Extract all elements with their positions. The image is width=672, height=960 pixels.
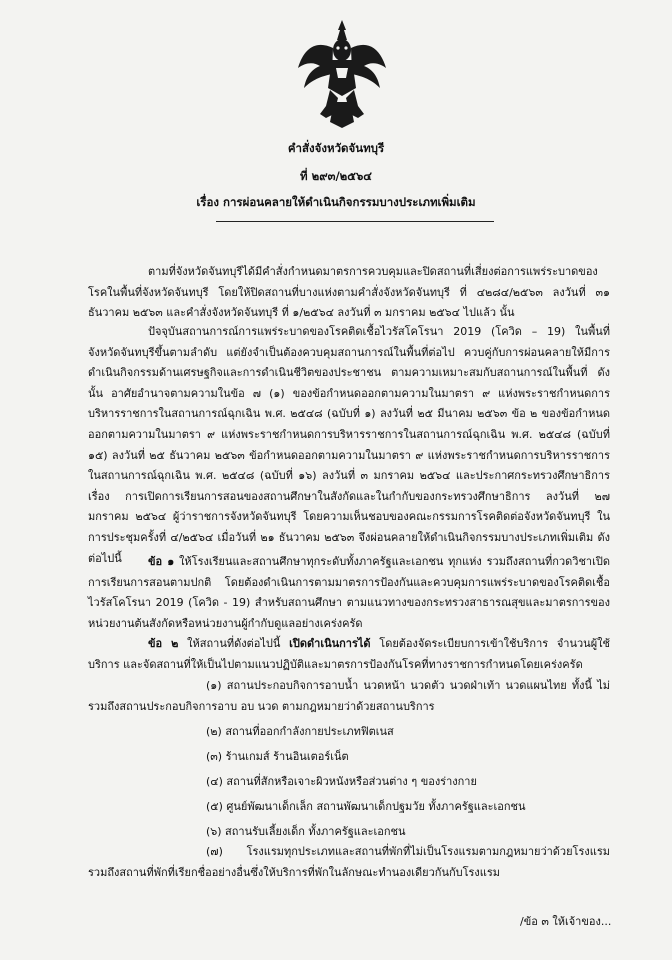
continuation-note: /ข้อ ๓ ให้เจ้าของ... bbox=[520, 915, 612, 928]
clause-1-lead: ข้อ ๑ bbox=[148, 555, 175, 568]
clause-2 bbox=[88, 634, 610, 675]
clause-2-item-6: (๖) สถานรับเลี้ยงเด็ก ทั้งภาครัฐและเอกชน bbox=[206, 825, 406, 838]
clause-1 bbox=[88, 552, 610, 634]
clause-1-text: ให้โรงเรียนและสถานศึกษาทุกระดับทั้งภาครัฐและเอกชน ทุกแห่ง รวมถึงสถานที่กวดวิชาเปิดการเรียนการสอนตามปกติ โดยต้องดำเนินการตามมาตรการป้องกันและควบคุมการแพร่ระบาดของโรคติดเชื้อไวรัสโคโรนา 2019 (โควิด - 19) สำหรับสถานศึกษา ตามแนวทางของกระทรวงสาธารณสุขและมาตรการของหน่วยงานต้นสังกัดหรือหน่วยงานผู้กำกับดูแลอย่างเคร่งครัด bbox=[88, 555, 610, 630]
clause-2-item-1: (๑) สถานประกอบกิจการอาบน้ำ นวดหน้า นวดตัว นวดฝ่าเท้า นวดแผนไทย ทั้งนี้ ไม่รวมถึงสถานประกอบกิจการอาบ อบ นวด ตามกฎหมายว่าด้วยสถานบริการ bbox=[88, 679, 610, 713]
title-divider bbox=[216, 221, 494, 222]
order-number: ที่ ๒๙๓/๒๕๖๔ bbox=[300, 169, 372, 183]
clause-2-lead: ข้อ ๒ bbox=[148, 637, 179, 650]
clause-2-item-2: (๒) สถานที่ออกกำลังกายประเภทฟิตเนส bbox=[206, 725, 394, 738]
order-title: คำสั่งจังหวัดจันทบุรี bbox=[287, 141, 385, 155]
paragraph-background: ตามที่จังหวัดจันทบุรีได้มีคำสั่งกำหนดมาตรการควบคุมและปิดสถานที่เสี่ยงต่อการแพร่ระบาดของโรคในพื้นที่จังหวัดจันทบุรี โดยให้ปิดสถานที่บางแห่งตามคำสั่งจังหวัดจันทบุรี ที่ ๔๒๘๔/๒๕๖๓ ลงวันที่ ๓๑ ธันวาคม ๒๕๖๓ และคำสั่งจังหวัดจันทบุรี ที่ ๑/๒๕๖๔ ลงวันที่ ๓ มกราคม ๒๕๖๔ ไปแล้ว นั้น bbox=[88, 265, 610, 320]
paragraph-authority: ปัจจุบันสถานการณ์การแพร่ระบาดของโรคติดเชื้อไวรัสโคโรนา 2019 (โควิด – 19) ในพื้นที่จังหวัดจันทบุรีขึ้นตามลำดับ แต่ยังจำเป็นต้องควบคุมสถานการณ์ในพื้นที่ต่อไป ควบคู่กับการผ่อนคลายให้มีการดำเนินกิจกรรมด้านเศรษฐกิจและการดำเนินชีวิตของประชาชน ตามความเหมาะสมกับสถานการณ์ในพื้นที่ ดังนั้น อาศัยอำนาจตามความในข้อ ๗ (๑) ของข้อกำหนดออกตามความในมาตรา ๙ แห่งพระราชกำหนดการบริหารราชการในสถานการณ์ฉุกเฉิน พ.ศ. ๒๕๔๘ (ฉบับที่ ๑) ลงวันที่ ๒๕ มีนาคม ๒๕๖๓ ข้อ ๒ ของข้อกำหนดออกตามความในมาตรา ๙ แห่งพระราชกำหนดการบริหารราชการในสถานการณ์ฉุกเฉิน พ.ศ. ๒๕๔๘ (ฉบับที่ ๑๕) ลงวันที่ ๒๕ ธันวาคม ๒๕๖๓ ข้อกำหนดออกตามความในมาตรา ๙ แห่งพระราชกำหนดการบริหารราชการในสถานการณ์ฉุกเฉิน พ.ศ. ๒๕๔๘ (ฉบับที่ ๑๖) ลงวันที่ ๓ มกราคม ๒๕๖๔ และประกาศกระทรวงศึกษาธิการ เรื่อง การเปิดการเรียนการสอนของสถานศึกษาในสังกัดและในกำกับของกระทรวงศึกษาธิการ ลงวันที่ ๒๗ มกราคม ๒๕๖๔ ผู้ว่าราชการจังหวัดจันทบุรี โดยความเห็นชอบของคณะกรรมการโรคติดต่อจังหวัดจันทบุรี ในการประชุมครั้งที่ ๔/๒๕๖๔ เมื่อวันที่ ๒๑ ธันวาคม ๒๕๖๓ จึงผ่อนคลายให้ดำเนินกิจกรรมบางประเภทเพิ่มเติม ดังต่อไปนี้ bbox=[88, 325, 610, 565]
order-subject: เรื่อง การผ่อนคลายให้ดำเนินกิจกรรมบางประเภทเพิ่มเติม bbox=[196, 195, 476, 209]
clause-2-intro: ให้สถานที่ดังต่อไปนี้ bbox=[187, 637, 281, 650]
clause-2-condition: โดยต้องจัดระเบียบการเข้าใช้บริการ จำนวนผู้ใช้บริการ และจัดสถานที่ให้เป็นไปตามแนวปฏิบัติและมาตรการป้องกันโรคที่ทางราชการกำหนดโดยเคร่งครัด bbox=[88, 637, 610, 671]
clause-2-item-5: (๕) ศูนย์พัฒนาเด็กเล็ก สถานพัฒนาเด็กปฐมวัย ทั้งภาครัฐและเอกชน bbox=[206, 800, 526, 813]
garuda-emblem bbox=[296, 18, 388, 130]
clause-2-item-3: (๓) ร้านเกมส์ ร้านอินเตอร์เน็ต bbox=[206, 750, 349, 763]
clause-2-item-7: (๗) โรงแรมทุกประเภทและสถานที่พักที่ไม่เป็นโรงแรมตามกฎหมายว่าด้วยโรงแรม รวมถึงสถานที่พักที่เรียกชื่ออย่างอื่นซึ่งให้บริการที่พักในลักษณะทำนองเดียวกันกับโรงแรม bbox=[88, 845, 610, 879]
clause-2-emphasis: เปิดดำเนินการได้ bbox=[289, 637, 371, 650]
clause-2-item-4: (๔) สถานที่สักหรือเจาะผิวหนังหรือส่วนต่าง ๆ ของร่างกาย bbox=[206, 775, 477, 788]
